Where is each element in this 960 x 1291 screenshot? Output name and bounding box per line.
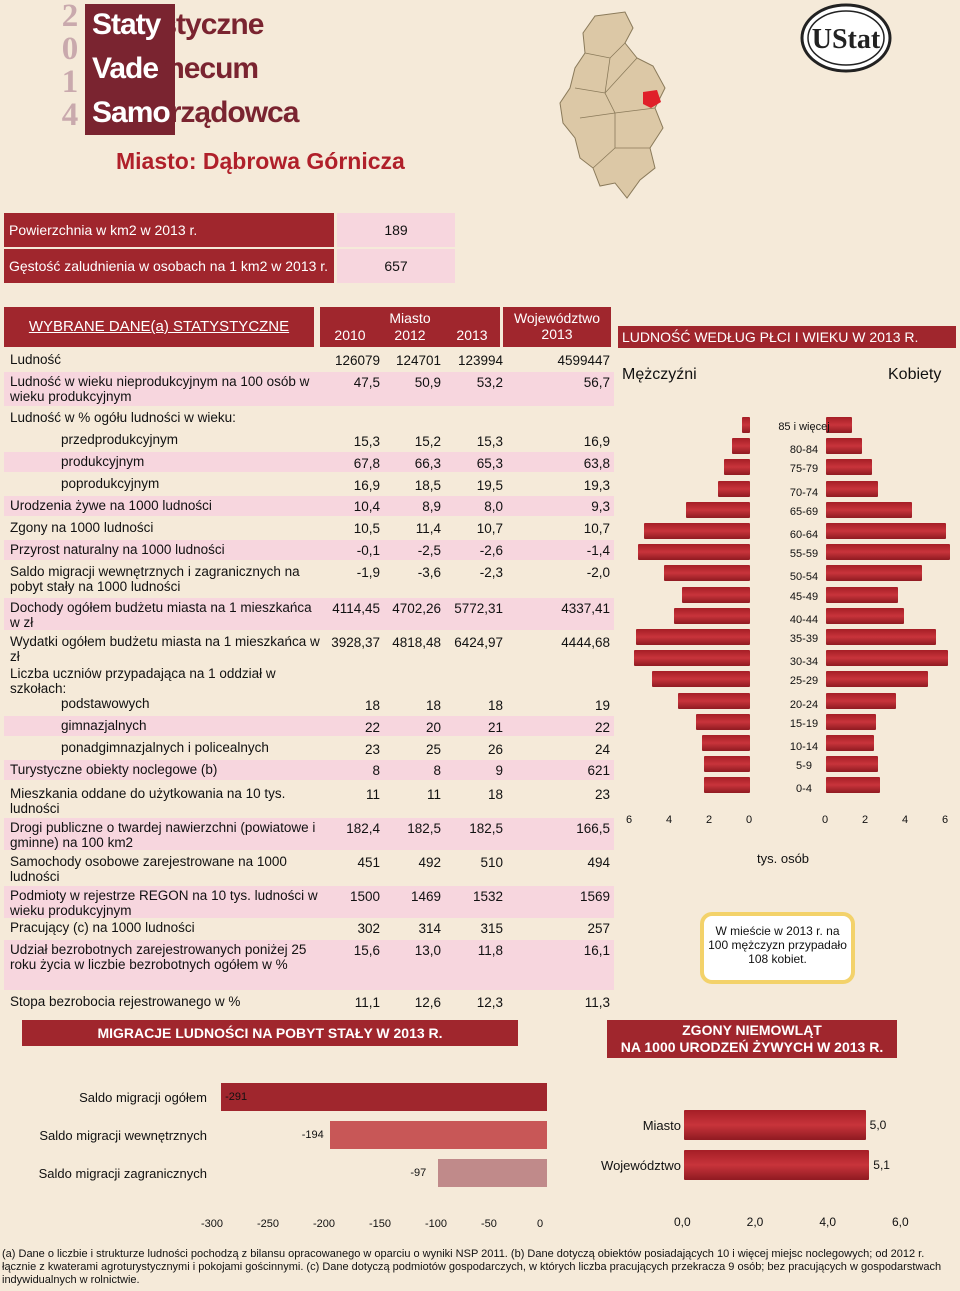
row-value: 50,9: [414, 375, 441, 390]
year-digit: 1: [61, 64, 79, 100]
age-label: 30-34: [789, 656, 819, 669]
ustat-logo-icon: [800, 2, 892, 74]
row-value: 10,7: [583, 521, 610, 536]
row-value: 1469: [410, 889, 441, 904]
year-digit: 2: [61, 0, 79, 34]
row-label: przedprodukcyjnym: [61, 432, 179, 447]
row-value: 24: [594, 742, 610, 757]
row-value: 3928,37: [331, 635, 380, 650]
row-value: 314: [418, 921, 441, 936]
row-value: 25: [425, 742, 441, 757]
logo-year: [55, 0, 85, 135]
svg-text:UStat: UStat: [811, 24, 881, 55]
age-label: 40-44: [789, 613, 819, 626]
row-value: 15,3: [476, 434, 503, 449]
row-value: 9: [495, 763, 503, 778]
row-value: 4114,45: [332, 601, 380, 616]
table-row: [4, 664, 614, 694]
year-digit: 4: [61, 97, 79, 133]
table-row: [4, 518, 614, 538]
table-row: [4, 350, 614, 370]
x-tick-label: 6: [942, 814, 949, 826]
x-tick-label: 0: [822, 814, 829, 826]
x-tick-label: -50: [481, 1218, 497, 1230]
infant-category: Miasto: [642, 1118, 681, 1133]
row-label: Wydatki ogółem budżetu miasta na 1 mieszkańca w zł: [10, 634, 320, 664]
age-label: 65-69: [789, 505, 819, 518]
row-value: -2,0: [586, 565, 610, 580]
row-value: 126079: [334, 353, 380, 368]
row-value: 15,2: [414, 434, 441, 449]
pyramid-title: LUDNOŚĆ WEDŁUG PŁCI I WIEKU W 2013 R.: [618, 326, 956, 348]
men-bar: [634, 650, 750, 666]
table-row: [4, 716, 614, 736]
row-label: Pracujący (c) na 1000 ludności: [10, 920, 195, 935]
row-value: 257: [587, 921, 610, 936]
sex-ratio-callout: W mieście w 2013 r. na 100 mężczyzn przypadało 108 kobiet.: [700, 912, 855, 984]
infant-category: Województwo: [601, 1158, 681, 1173]
row-value: 11,3: [584, 995, 610, 1010]
row-value: 4599447: [557, 353, 610, 368]
row-value: 8,0: [484, 499, 503, 514]
row-value: 13,0: [414, 943, 441, 958]
table-row: [4, 452, 614, 472]
age-label: 75-79: [789, 463, 819, 476]
row-value: 16,9: [583, 434, 610, 449]
men-bar: [696, 714, 750, 730]
row-value: 124701: [395, 353, 441, 368]
row-label: Drogi publiczne o twardej nawierzchni (powiatowe i gminne) na 100 km2: [10, 820, 316, 850]
row-value: 20: [425, 720, 441, 735]
row-value: 451: [357, 855, 380, 870]
row-value: 16,9: [353, 478, 380, 493]
men-bar: [686, 502, 750, 518]
age-label: 80-84: [789, 444, 819, 457]
row-value: 1500: [349, 889, 380, 904]
row-value: 10,7: [476, 521, 503, 536]
table-row: [4, 562, 614, 596]
row-label: poprodukcyjnym: [61, 476, 160, 491]
migration-value-label: -97: [410, 1167, 427, 1179]
table-row: [4, 818, 614, 850]
row-value: 8,9: [422, 499, 441, 514]
row-value: 18: [425, 698, 441, 713]
table-row: [4, 632, 614, 664]
infant-bar: [684, 1150, 869, 1180]
row-value: 26: [487, 742, 503, 757]
men-bar: [682, 587, 750, 603]
migration-bar: [438, 1159, 547, 1187]
x-tick-label: 4,0: [819, 1215, 837, 1229]
footnote: (a) Dane o liczbie i strukturze ludności pochodzą z bilansu opracowanego w oparciu o wyniki NSP 2011. (b) Dane dotyczą obiektów posiadających 10 i więcej miejsc noclegowych; od 2012 r. łącznie z kwaterami agroturystycznymi i pokojami gościnnymi. (c) Dane dotyczą podmiotów gospodarczych, w których liczba pracujących przekracza 9 osób; bez pracujących w gospodarstwach indywidualnych w rolnictwie.: [2, 1248, 942, 1286]
women-label: Kobiety: [888, 366, 942, 383]
row-value: 10,5: [353, 521, 380, 536]
table-row: [4, 992, 614, 1012]
age-label: 70-74: [789, 486, 819, 499]
age-label: 35-39: [789, 633, 819, 645]
table-row: [4, 760, 614, 780]
table-row: [4, 784, 614, 816]
table-row: [4, 474, 614, 494]
x-tick-label: 2: [862, 814, 869, 826]
x-tick-label: 2,0: [746, 1215, 764, 1229]
row-value: 8: [372, 763, 380, 778]
woj-header: Województwo 2013: [503, 307, 611, 347]
table-row: [4, 430, 614, 450]
row-value: 492: [418, 855, 441, 870]
row-value: 494: [587, 855, 610, 870]
row-value: 56,7: [583, 375, 610, 390]
row-label: Liczba uczniów przypadająca na 1 oddział w szkołach:: [10, 666, 276, 696]
row-label: Dochody ogółem budżetu miasta na 1 mieszkańca w zł: [10, 600, 312, 630]
row-label: Stopa bezrobocia rejestrowanego w %: [10, 994, 241, 1009]
migration-category: Saldo migracji wewnętrznych: [39, 1128, 207, 1143]
row-label: Zgony na 1000 ludności: [10, 520, 154, 535]
row-value: 4818,48: [392, 635, 441, 650]
x-tick-label: -100: [425, 1218, 448, 1230]
row-value: 11: [426, 787, 441, 802]
age-label: 85 i więcej: [778, 421, 830, 433]
age-label: 55-59: [789, 548, 819, 561]
x-tick-label: 4: [666, 814, 673, 826]
pyramid-xlabel: tys. osób: [757, 851, 810, 866]
men-bar: [742, 417, 750, 433]
row-value: 11: [365, 787, 380, 802]
x-tick-label: -200: [313, 1218, 336, 1230]
men-bar: [652, 671, 750, 687]
row-label: Urodzenia żywe na 1000 ludności: [10, 498, 212, 513]
age-label: 50-54: [789, 571, 819, 584]
row-value: -3,6: [417, 565, 441, 580]
logo-line-1: Statystyczne: [92, 8, 264, 41]
men-bar: [678, 693, 750, 709]
row-value: 5772,31: [454, 601, 503, 616]
row-value: 12,3: [476, 995, 503, 1010]
row-value: 182,4: [346, 821, 380, 836]
table-row: [4, 918, 614, 938]
row-value: -2,5: [417, 543, 441, 558]
row-label: Mieszkania oddane do użytkowania na 10 tys. ludności: [10, 786, 286, 816]
row-value: 18: [487, 787, 503, 802]
row-value: 19,5: [476, 478, 503, 493]
infant-value-label: 5,0: [869, 1118, 887, 1132]
row-value: 53,2: [476, 375, 503, 390]
x-tick-label: 0: [537, 1218, 544, 1230]
men-bar: [638, 544, 750, 560]
logo-line-3: Samorządowca: [92, 96, 299, 129]
row-value: 65,3: [476, 456, 503, 471]
row-value: 621: [587, 763, 610, 778]
year-digit: 0: [61, 31, 79, 67]
row-value: 19,3: [583, 478, 610, 493]
row-value: 19: [594, 698, 610, 713]
row-value: 18: [487, 698, 503, 713]
row-value: 66,3: [414, 456, 441, 471]
row-value: 18,5: [414, 478, 441, 493]
age-label: 25-29: [789, 675, 819, 688]
men-bar: [732, 438, 750, 454]
row-value: 182,5: [469, 821, 503, 836]
infant-title: ZGONY NIEMOWLĄT NA 1000 URODZEŃ ŻYWYCH W 2013 R.: [607, 1020, 897, 1058]
x-tick-label: 2: [706, 814, 713, 826]
row-value: 302: [357, 921, 380, 936]
row-label: Saldo migracji wewnętrznych i zagranicznych na pobyt stały na 1000 ludności: [10, 564, 300, 594]
row-value: 23: [594, 787, 610, 802]
table-row: [4, 738, 614, 758]
row-value: 4337,41: [561, 601, 610, 616]
x-tick-label: -150: [369, 1218, 392, 1230]
row-value: 63,8: [583, 456, 610, 471]
row-label: Podmioty w rejestrze REGON na 10 tys. ludności w wieku produkcyjnym: [10, 888, 318, 918]
row-value: 16,1: [583, 943, 610, 958]
men-bar: [674, 608, 750, 624]
row-value: 11,8: [477, 943, 503, 958]
row-value: 315: [480, 921, 503, 936]
migration-category: Saldo migracji zagranicznych: [38, 1166, 207, 1181]
row-value: 12,6: [414, 995, 441, 1010]
migration-bar: [221, 1083, 547, 1111]
row-label: Ludność w % ogółu ludności w wieku:: [10, 410, 236, 425]
infant-value-label: 5,1: [873, 1158, 890, 1172]
row-value: 510: [480, 855, 503, 870]
x-tick-label: -250: [257, 1218, 280, 1230]
table-row: [4, 540, 614, 560]
migration-value-label: -291: [225, 1091, 248, 1103]
x-tick-label: 6: [626, 814, 633, 826]
row-label: Ludność: [10, 352, 62, 367]
row-value: 22: [364, 720, 380, 735]
infant-bar: [684, 1110, 866, 1140]
miasto-header: Miasto 2010 2012 2013: [320, 307, 500, 347]
table-row: [4, 496, 614, 516]
migration-title: MIGRACJE LUDNOŚCI NA POBYT STAŁY W 2013 R.: [22, 1020, 518, 1046]
region-map-icon: [555, 8, 670, 203]
row-value: 4702,26: [392, 601, 441, 616]
row-value: 123994: [457, 353, 503, 368]
row-value: 18: [364, 698, 380, 713]
row-value: -2,3: [479, 565, 503, 580]
row-value: -0,1: [356, 543, 380, 558]
row-value: 8: [433, 763, 441, 778]
migration-value-label: -194: [301, 1129, 324, 1141]
x-tick-label: 0: [746, 814, 753, 826]
x-tick-label: 4: [902, 814, 909, 826]
men-bar: [704, 777, 750, 793]
row-value: 22: [594, 720, 610, 735]
density-value: 657: [337, 249, 455, 283]
men-bar: [724, 459, 750, 475]
area-label: Powierzchnia w km2 w 2013 r.: [4, 213, 334, 247]
table-title: WYBRANE DANE(a) STATYSTYCZNE: [4, 307, 314, 347]
age-label: 5-9: [796, 760, 812, 773]
men-bar: [702, 735, 750, 751]
table-row: [4, 598, 614, 630]
row-label: Samochody osobowe zarejestrowane na 1000 ludności: [10, 854, 287, 884]
men-bar: [704, 756, 750, 772]
age-label: 15-19: [789, 717, 819, 730]
x-tick-label: 0,0: [674, 1215, 691, 1229]
table-row: [4, 372, 614, 406]
age-label: 10-14: [789, 741, 819, 753]
row-label: Udział bezrobotnych zarejestrowanych poniżej 25 roku życia w liczbie bezrobotnych ogółem w %: [10, 942, 307, 972]
row-value: 11,4: [415, 521, 441, 536]
row-value: 4444,68: [561, 635, 610, 650]
row-label: gimnazjalnych: [61, 718, 147, 733]
row-value: 1532: [472, 889, 503, 904]
logo-line-2: Vademecum: [92, 52, 259, 85]
table-row: [4, 408, 614, 428]
men-bar: [644, 523, 750, 539]
age-label: 20-24: [789, 698, 819, 711]
row-value: 9,3: [591, 499, 610, 514]
migration-bar: [330, 1121, 547, 1149]
men-bar: [718, 481, 750, 497]
men-label: Mężczyźni: [622, 366, 697, 383]
row-value: 21: [487, 720, 503, 735]
row-label: podstawowych: [61, 696, 150, 711]
row-value: 1569: [579, 889, 610, 904]
men-bar: [636, 629, 750, 645]
table-row: [4, 694, 614, 714]
row-value: -2,6: [479, 543, 503, 558]
age-label: 45-49: [789, 590, 819, 603]
row-value: 67,8: [353, 456, 380, 471]
row-value: 15,3: [353, 434, 380, 449]
row-label: Turystyczne obiekty noclegowe (b): [10, 762, 218, 777]
table-row: [4, 886, 614, 918]
row-label: Przyrost naturalny na 1000 ludności: [10, 542, 225, 557]
age-label: 0-4: [796, 783, 812, 796]
area-value: 189: [337, 213, 455, 247]
row-label: produkcyjnym: [61, 454, 145, 469]
row-value: -1,4: [586, 543, 610, 558]
table-row: [4, 940, 614, 990]
men-bar: [664, 565, 750, 581]
row-value: 166,5: [576, 821, 610, 836]
row-value: 11,1: [354, 995, 380, 1010]
page-title: Miasto: Dąbrowa Górnicza: [116, 148, 405, 174]
row-value: 6424,97: [454, 635, 503, 650]
migration-category: Saldo migracji ogółem: [79, 1090, 207, 1105]
row-value: 47,5: [353, 375, 380, 390]
table-row: [4, 852, 614, 884]
row-value: 182,5: [407, 821, 441, 836]
row-label: Ludność w wieku nieprodukcyjnym na 100 osób w wieku produkcyjnym: [10, 374, 310, 404]
x-tick-label: 6,0: [892, 1215, 909, 1229]
row-value: 23: [364, 742, 380, 757]
row-value: 10,4: [353, 499, 380, 514]
row-label: ponadgimnazjalnych i policealnych: [61, 740, 269, 755]
row-value: 15,6: [353, 943, 380, 958]
density-label: Gęstość zaludnienia w osobach na 1 km2 w 2013 r.: [4, 249, 334, 283]
row-value: -1,9: [356, 565, 380, 580]
x-tick-label: -300: [201, 1218, 224, 1230]
age-label: 60-64: [789, 529, 819, 541]
